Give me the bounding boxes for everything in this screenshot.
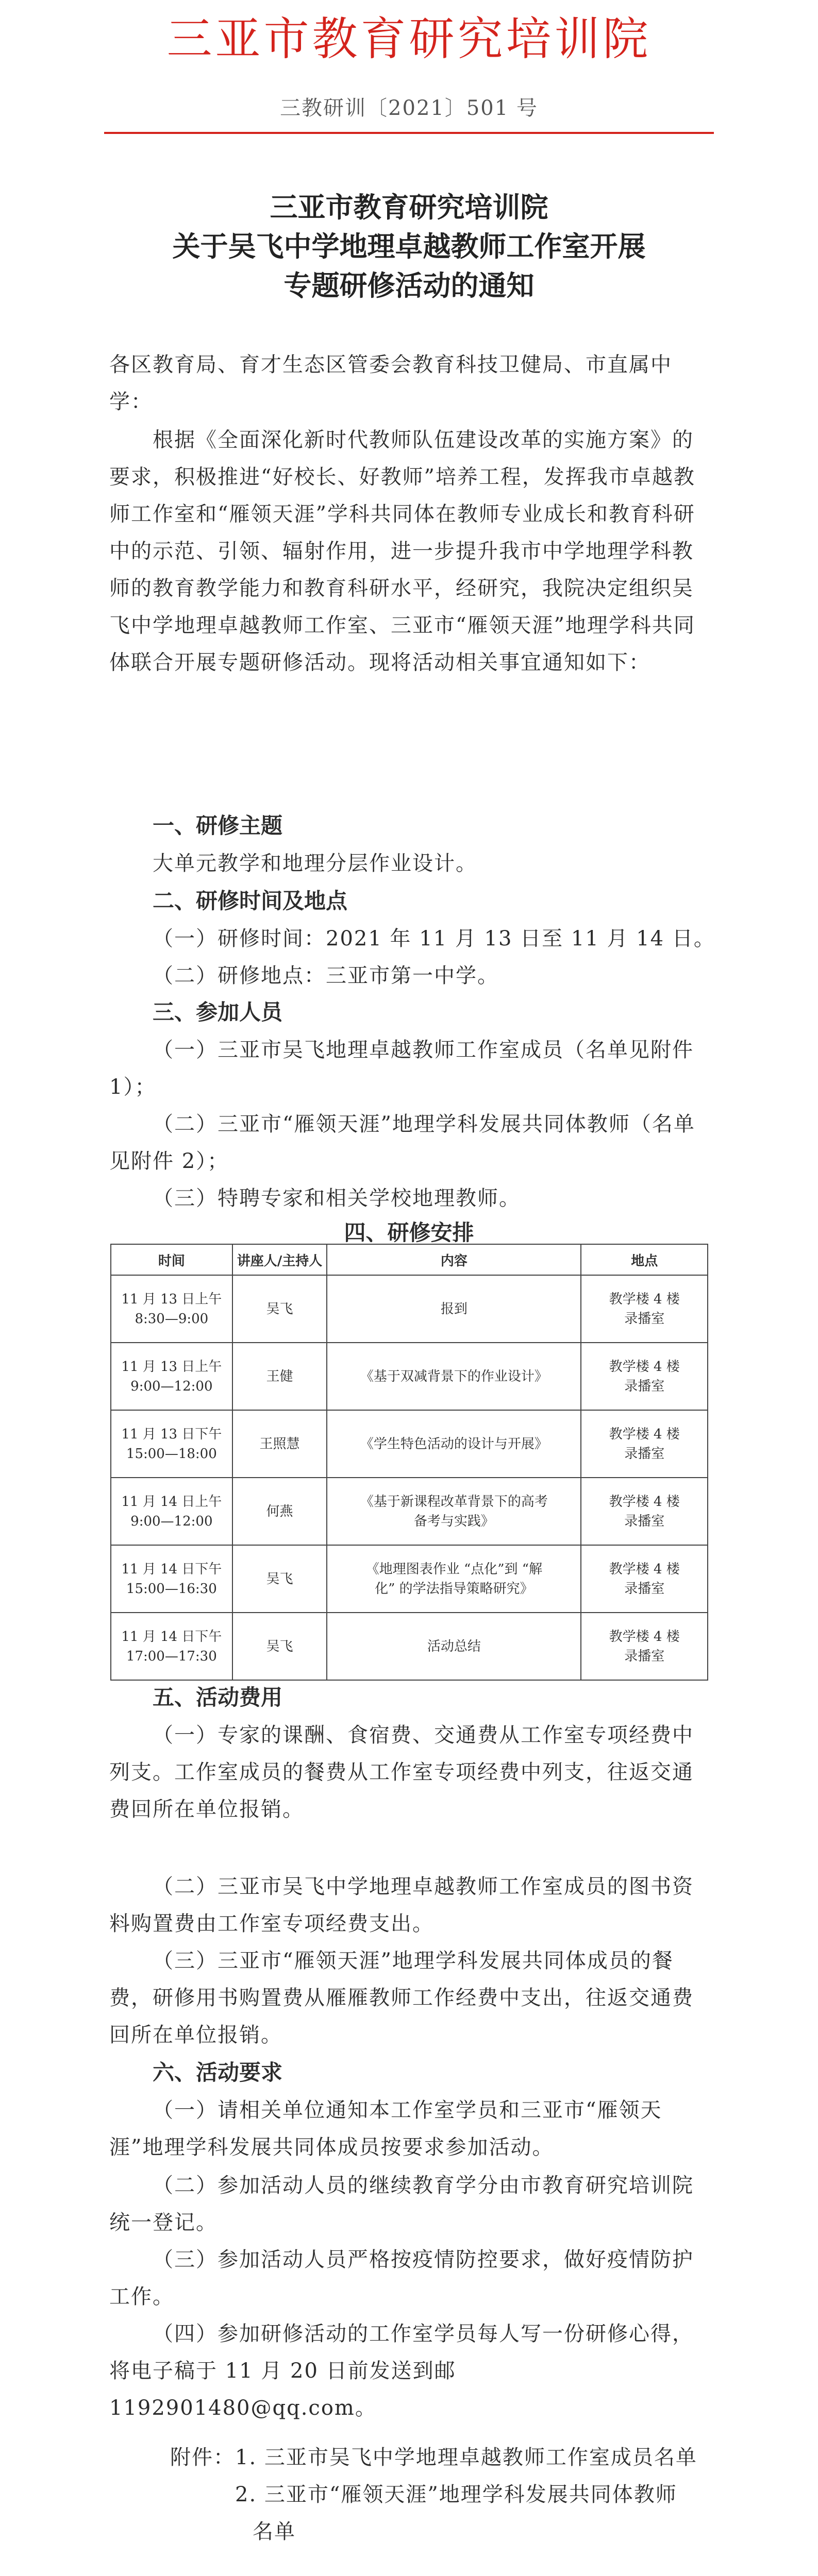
cell-location: 教学楼 4 楼 录播室 <box>581 1613 708 1680</box>
table-row <box>111 1343 708 1410</box>
cell-time: 11 月 14 日上午 9:00—12:00 <box>111 1478 232 1545</box>
header-content: 内容 <box>327 1244 581 1275</box>
attachments-label: 附件： <box>170 2446 235 2469</box>
section-2-item-2: （二）研修地点：三亚市第一中学。 <box>153 964 499 988</box>
cell-location: 教学楼 4 楼 录播室 <box>581 1275 708 1343</box>
section-1-title: 一、研修主题 <box>153 813 283 838</box>
attachment-item-2: 2. 三亚市“雁领天涯”地理学科发展共同体教师 <box>235 2483 677 2506</box>
section-3-item-1: （一）三亚市吴飞地理卓越教师工作室成员（名单见附件 1）； <box>109 1038 694 1099</box>
table-row <box>111 1410 708 1478</box>
cell-location: 教学楼 4 楼 录播室 <box>581 1478 708 1545</box>
cell-content: 报到 <box>327 1275 581 1343</box>
cell-content: 《地理图表作业 “点化”到 “解 化” 的学法指导策略研究》 <box>327 1545 581 1613</box>
section-5-title: 五、活动费用 <box>153 1685 283 1710</box>
cell-speaker: 何燕 <box>232 1478 327 1545</box>
title-line-1: 三亚市教育研究培训院 <box>270 191 548 224</box>
section-3-item-3: （三）特聘专家和相关学校地理教师。 <box>153 1187 521 1210</box>
cell-location: 教学楼 4 楼 录播室 <box>581 1343 708 1410</box>
section-6-title: 六、活动要求 <box>153 2060 283 2085</box>
title-line-3: 专题研修活动的通知 <box>283 269 535 302</box>
table-row <box>111 1478 708 1545</box>
cell-content: 《基于双减背景下的作业设计》 <box>327 1343 581 1410</box>
section-3-item-2: （二）三亚市“雁领天涯”地理学科发展共同体教师（名单见附件 2）； <box>109 1112 695 1173</box>
cell-location: 教学楼 4 楼 录播室 <box>581 1545 708 1613</box>
schedule-header-row <box>111 1244 708 1275</box>
table-row <box>111 1545 708 1613</box>
cell-time: 11 月 13 日上午 8:30—9:00 <box>111 1275 232 1343</box>
section-1-body: 大单元教学和地理分层作业设计。 <box>153 852 477 875</box>
cell-content: 活动总结 <box>327 1613 581 1680</box>
cell-speaker: 王照慧 <box>232 1410 327 1478</box>
section-6-item-4: （四）参加研修活动的工作室学员每人写一份研修心得，将电子稿于 11 月 20 日前发送到邮 1192901480@qq.com。 <box>109 2322 694 2420</box>
cell-speaker: 吴飞 <box>232 1275 327 1343</box>
cell-time: 11 月 14 日下午 15:00—16:30 <box>111 1545 232 1613</box>
cell-speaker: 吴飞 <box>232 1613 327 1680</box>
cell-speaker: 王健 <box>232 1343 327 1410</box>
header-time: 时间 <box>111 1244 232 1275</box>
header-location: 地点 <box>581 1244 708 1275</box>
table-row <box>111 1613 708 1680</box>
cell-location: 教学楼 4 楼 录播室 <box>581 1410 708 1478</box>
cell-time: 11 月 13 日下午 15:00—18:00 <box>111 1410 232 1478</box>
header-speaker: 讲座人/主持人 <box>232 1244 327 1275</box>
cell-time: 11 月 13 日上午 9:00—12:00 <box>111 1343 232 1410</box>
section-5-item-3: （三）三亚市“雁领天涯”地理学科发展共同体成员的餐费，研修用书购置费从雁雁教师工作经费中支出，往返交通费回所在单位报销。 <box>109 1949 694 2047</box>
red-divider <box>104 132 714 134</box>
document-number: 三教研训〔2021〕501 号 <box>280 96 538 120</box>
section-6-item-3: （三）参加活动人员严格按疫情防控要求，做好疫情防护工作。 <box>109 2248 694 2309</box>
addressee: 各区教育局、育才生态区管委会教育科技卫健局、市直属中学： <box>109 353 672 414</box>
cell-content: 《学生特色活动的设计与开展》 <box>327 1410 581 1478</box>
cell-content: 《基于新课程改革背景下的高考 备考与实践》 <box>327 1478 581 1545</box>
section-4-title: 四、研修安排 <box>344 1220 474 1245</box>
section-3-title: 三、参加人员 <box>153 999 283 1025</box>
attachment-item-1: 1. 三亚市吴飞中学地理卓越教师工作室成员名单 <box>235 2446 697 2469</box>
section-2-title: 二、研修时间及地点 <box>153 888 348 913</box>
section-2-item-1: （一）研修时间：2021 年 11 月 13 日至 11 月 14 日。 <box>153 927 715 951</box>
section-6-item-1: （一）请相关单位通知本工作室学员和三亚市“雁领天涯”地理学科发展共同体成员按要求参加活动。 <box>109 2098 662 2159</box>
attachment-item-2-cont: 名单 <box>253 2520 296 2544</box>
section-5-item-2: （二）三亚市吴飞中学地理卓越教师工作室成员的图书资料购置费由工作室专项经费支出。 <box>109 1875 694 1936</box>
title-line-2: 关于吴飞中学地理卓越教师工作室开展 <box>172 230 646 263</box>
header-institution: 三亚市教育研究培训院 <box>166 12 652 65</box>
cell-time: 11 月 14 日下午 17:00—17:30 <box>111 1613 232 1680</box>
schedule-table <box>110 1244 708 1681</box>
section-6-item-2: （二）参加活动人员的继续教育学分由市教育研究培训院统一登记。 <box>109 2174 694 2234</box>
table-row <box>111 1275 708 1343</box>
intro-paragraph: 根据《全面深化新时代教师队伍建设改革的实施方案》的要求，积极推进“好校长、好教师”培养工程，发挥我市卓越教师工作室和“雁领天涯”学科共同体在教师专业成长和教育科研中的示范、引领、辐射作用，进一步提升我市中学地理学科教师的教育教学能力和教育科研水平，经研究，我院决定组织吴飞中学地理卓越教师工作室、三亚市“雁领天涯”地理学科共同体联合开展专题研修活动。现将活动相关事宜通知如下： <box>109 428 695 674</box>
cell-speaker: 吴飞 <box>232 1545 327 1613</box>
section-5-item-1: （一）专家的课酬、食宿费、交通费从工作室专项经费中列支。工作室成员的餐费从工作室专项经费中列支，往返交通费回所在单位报销。 <box>109 1723 694 1821</box>
